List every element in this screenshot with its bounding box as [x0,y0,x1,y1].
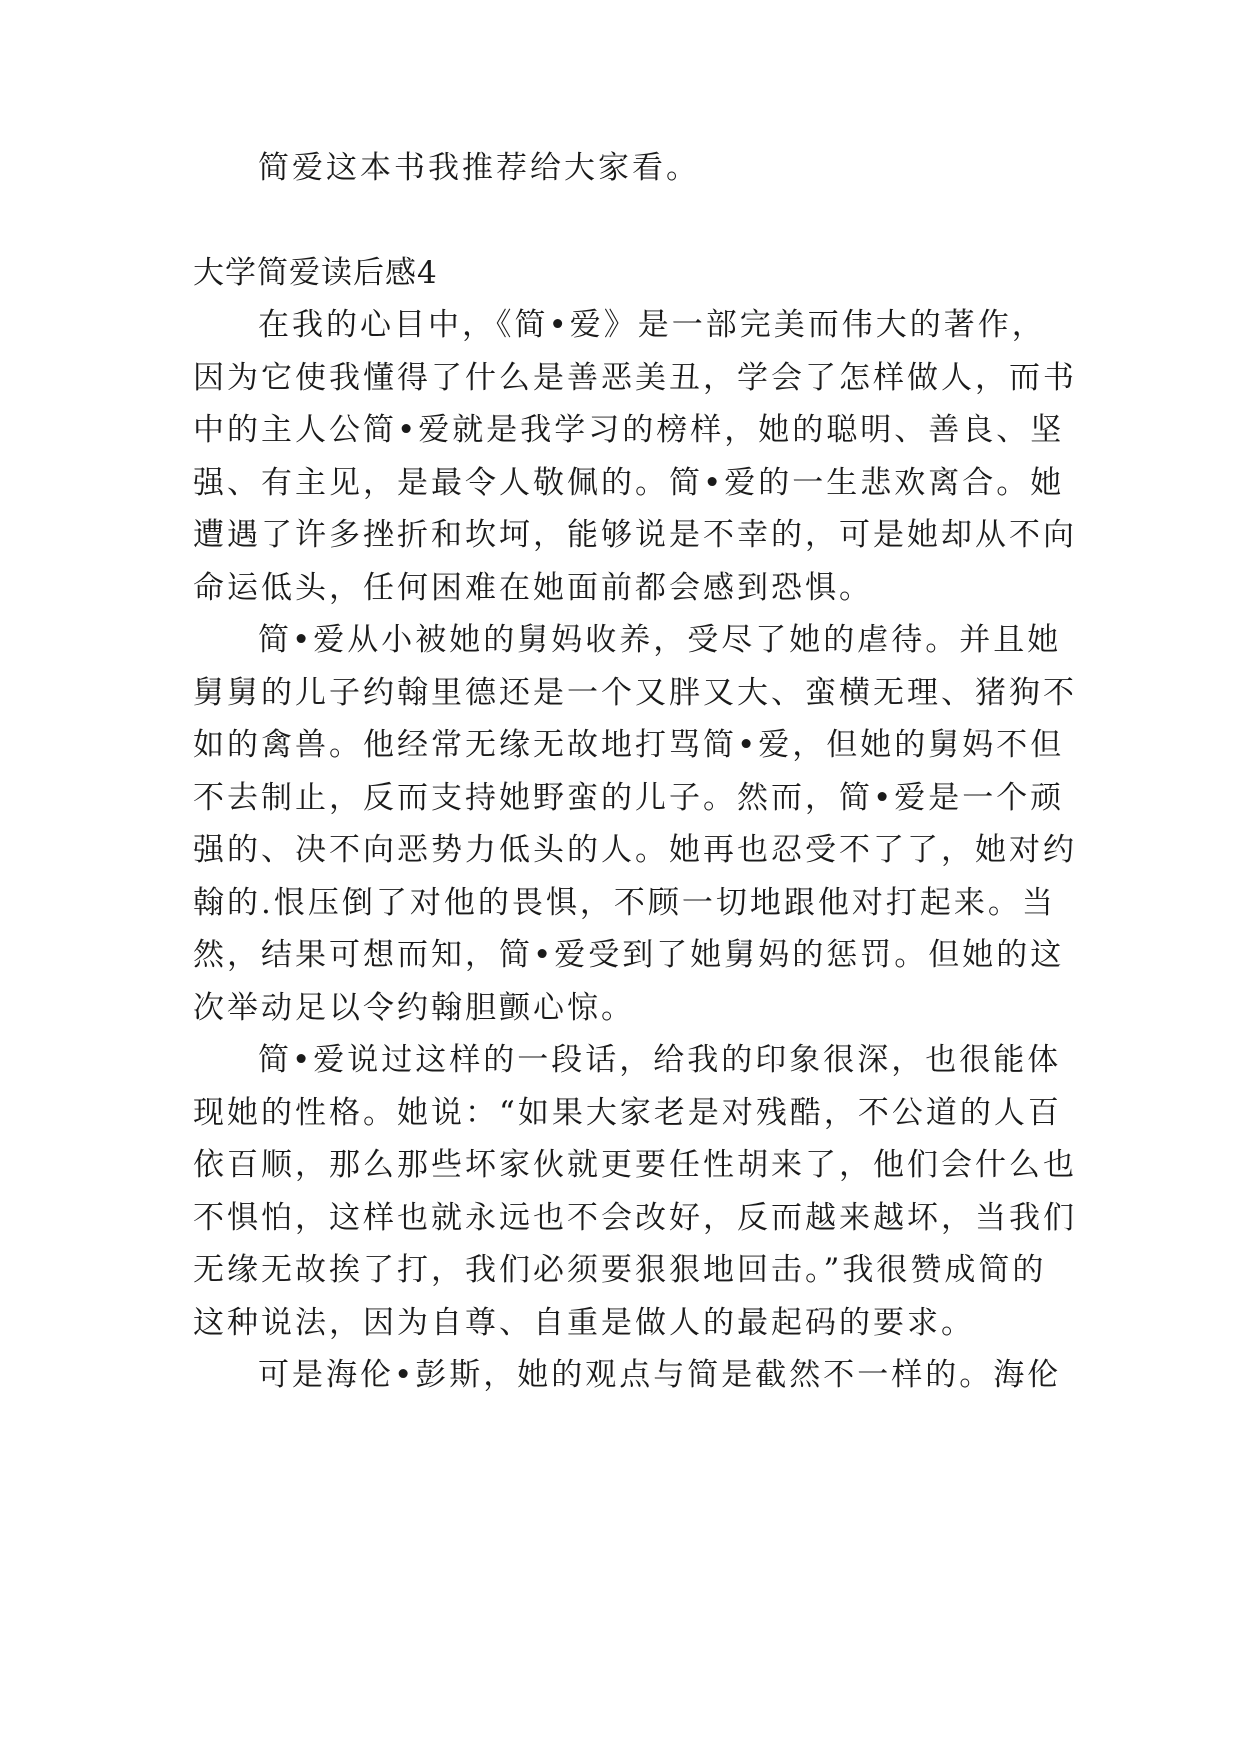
paragraph-line: 然，结果可想而知，简•爱受到了她舅妈的惩罚。但她的这 [193,937,1065,973]
paragraph-line: 可是海伦•彭斯，她的观点与简是截然不一样的。海伦 [258,1357,1062,1393]
paragraph-line: 简•爱说过这样的一段话，给我的印象很深，也很能体 [258,1042,1062,1078]
paragraph-line: 在我的心目中，《简•爱》是一部完美而伟大的著作， [258,307,1046,343]
paragraph-line: 命运低头，任何困难在她面前都会感到恐惧。 [193,570,873,606]
paragraph-line: 现她的性格。她说：“如果大家老是对残酷，不公道的人百 [193,1095,1062,1131]
paragraph-line: 简爱这本书我推荐给大家看。 [258,150,700,186]
paragraph-line: 翰的.恨压倒了对他的畏惧，不顾一切地跟他对打起来。当 [193,885,1056,921]
paragraph-line: 依百顺，那么那些坏家伙就更要任性胡来了，他们会什么也 [193,1147,1077,1183]
section-heading: 大学简爱读后感4 [193,255,438,291]
paragraph-line: 次举动足以令约翰胆颤心惊。 [193,990,635,1026]
paragraph-line: 不去制止，反而支持她野蛮的儿子。然而，简•爱是一个顽 [193,780,1065,816]
paragraph-line: 无缘无故挨了打，我们必须要狠狠地回击。”我很赞成简的 [193,1252,1047,1288]
paragraph-line: 这种说法，因为自尊、自重是做人的最起码的要求。 [193,1305,975,1341]
paragraph-line: 如的禽兽。他经常无缘无故地打骂简•爱，但她的舅妈不但 [193,727,1065,763]
paragraph-line: 不惧怕，这样也就永远也不会改好，反而越来越坏，当我们 [193,1200,1077,1236]
paragraph-line: 简•爱从小被她的舅妈收养，受尽了她的虐待。并且她 [258,622,1062,658]
paragraph-line: 因为它使我懂得了什么是善恶美丑，学会了怎样做人，而书 [193,360,1077,396]
paragraph-line: 舅舅的儿子约翰里德还是一个又胖又大、蛮横无理、猪狗不 [193,675,1077,711]
paragraph-line: 强、有主见，是最令人敬佩的。简•爱的一生悲欢离合。她 [193,465,1065,501]
paragraph-line: 遭遇了许多挫折和坎坷，能够说是不幸的，可是她却从不向 [193,517,1077,553]
paragraph-line: 中的主人公简•爱就是我学习的榜样，她的聪明、善良、坚 [193,412,1065,448]
paragraph-line: 强的、决不向恶势力低头的人。她再也忍受不了了，她对约 [193,832,1077,868]
